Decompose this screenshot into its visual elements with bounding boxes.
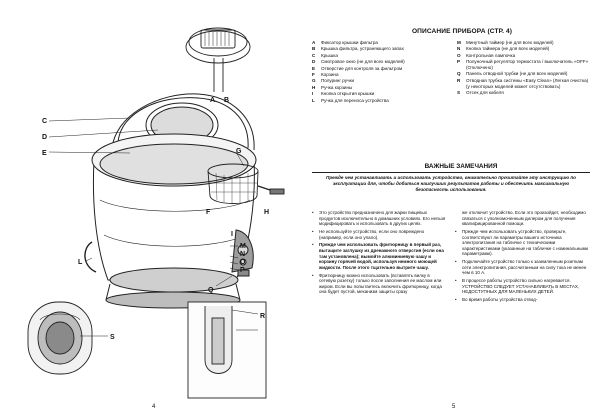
part-description: Отсек для кабеля xyxy=(466,89,504,95)
label-c: C xyxy=(42,118,48,125)
cable-detail xyxy=(28,302,92,374)
part-item xyxy=(457,78,590,90)
label-p: P xyxy=(240,267,245,274)
label-r: R xyxy=(260,313,266,320)
bullet-icon: • xyxy=(312,210,314,215)
part-letter: D xyxy=(312,59,316,65)
part-item xyxy=(312,85,457,91)
part-item xyxy=(312,91,457,97)
part-letter: O xyxy=(457,52,461,58)
label-n: N xyxy=(240,251,246,258)
bullet-text: Фритюрницу можно использовать (вставлять вилку в сетевую розетку) только после заполнения ее маслом или жиром. Если вы попытаетесь включить фритюрницу, когда она будет пустой, механизм защиты сразу xyxy=(319,272,442,295)
part-description: Контрольная лампочка xyxy=(466,52,516,58)
bullet-text: Прежде чем использовать устройство, проверьте, соответствуют ли параметры вашего источника электропитания на табличке с техническими характеристиками (указанные на табличке с номинальными параметрами). xyxy=(462,228,589,257)
notes-column-2 xyxy=(455,210,590,305)
part-description: Фиксатор крышки фильтра xyxy=(321,40,378,45)
part-description: Ручка корзины xyxy=(321,84,353,90)
part-letter: L xyxy=(312,97,315,103)
bullet-item xyxy=(455,229,590,257)
page-number-right: 5 xyxy=(452,404,456,410)
part-letter: P xyxy=(457,59,461,65)
part-description: Минутный таймер (не для всех моделей) xyxy=(466,40,554,45)
label-a: A xyxy=(210,97,216,104)
part-item xyxy=(457,46,590,52)
bullet-text: Прежде чем использовать фритюрницу в первый раз, вытащите заглушку из дренажного отверстия (если она там установлена); вымойте алюминиевую чашу и корзину горячей водой, используя немного моющей жидкости. После этого тщательно вытрите чашу. xyxy=(319,242,444,270)
part-description: Кнопка таймера (не для всех моделей) xyxy=(466,46,550,52)
bullet-icon: • xyxy=(455,259,457,265)
bullet-icon: • xyxy=(312,242,314,248)
bullet-icon: • xyxy=(455,297,457,303)
bullet-text: Во время работы устройства отвод- xyxy=(462,297,538,303)
drain-detail xyxy=(188,302,266,398)
label-i: I xyxy=(231,231,233,238)
section-title: ОПИСАНИЕ ПРИБОРА (СТР. 4) xyxy=(411,28,513,35)
part-letter: I xyxy=(312,91,314,97)
part-letter: R xyxy=(457,77,461,83)
part-item xyxy=(312,40,457,46)
part-letter: A xyxy=(312,40,316,45)
label-d: D xyxy=(42,134,48,141)
part-description: Крышка фильтра, устраняющего запах xyxy=(321,46,404,52)
part-item xyxy=(312,59,457,65)
part-letter: F xyxy=(312,71,315,77)
part-letter: G xyxy=(312,78,316,84)
bullet-icon: • xyxy=(455,228,457,234)
label-h: H xyxy=(264,209,270,216)
bullet-text: В процессе работы устройство сильно нагревается. УСТРОЙСТВО СЛЕДУЕТ УСТАНАВЛИВАТЬ В МЕСТАХ, НЕДОСТУПНЫХ ДЛЯ МАЛЕНЬКИХ ДЕТЕЙ. xyxy=(462,278,580,295)
part-description: Панель отводной трубки (не для всех моделей) xyxy=(466,71,568,77)
part-letter: H xyxy=(312,84,316,90)
part-description: Ручка для переноса устройства xyxy=(321,97,389,103)
bullet-item xyxy=(455,278,590,295)
part-letter: C xyxy=(312,52,316,58)
part-item xyxy=(457,59,590,71)
notes-column-1 xyxy=(312,210,447,297)
bullet-item xyxy=(312,273,447,295)
part-letter: Q xyxy=(457,71,461,77)
bullet-item xyxy=(312,229,447,240)
part-letter: M xyxy=(457,40,461,45)
part-item xyxy=(312,46,457,52)
label-f: F xyxy=(206,209,211,216)
label-b: B xyxy=(224,97,230,104)
part-item xyxy=(312,98,457,104)
bullet-item xyxy=(455,259,590,276)
intro-text: Прежде чем устанавливать и использовать устройство, внимательно прочитайте эту инструкцию по эксплуатации для, чтобы добиться наилучших результатов работы и обеспечить максимальную безопасность использования. xyxy=(326,175,576,192)
part-item xyxy=(312,53,457,59)
part-description: Отводная трубка системы «Easy Clean» (Легкая очистка) (у некоторых моделей может отсутствовать) xyxy=(466,77,589,89)
bullet-item xyxy=(312,210,447,227)
continued-text: же отключит устройство. Если это произойдет, необходимо связаться с уполномоченным дилером для получения квалифицированной помощи. xyxy=(462,210,586,227)
part-letter: S xyxy=(457,89,461,95)
part-item xyxy=(457,71,590,77)
part-description: Полуночный регулятор термостата / выключатель «OFF» (Отключено) xyxy=(466,59,589,70)
label-s: S xyxy=(110,334,115,341)
part-letter: B xyxy=(312,46,316,52)
notes-column-2-bullets xyxy=(455,229,590,303)
part-item xyxy=(457,53,590,59)
bullet-text: Это устройство предназначено для жарки пищевых продуктов исключительно в домашних условиях. Его нельзя модифицировать и использовать в других целях. xyxy=(319,210,446,227)
label-q: Q xyxy=(208,287,214,294)
part-description: Полуринг ручки xyxy=(321,78,355,84)
part-description: Кнопка открытия крышки xyxy=(321,91,375,97)
label-m: M xyxy=(240,243,246,250)
part-item xyxy=(457,40,590,46)
part-item xyxy=(312,66,457,72)
right-page xyxy=(305,0,595,420)
bullet-icon: • xyxy=(312,272,314,278)
part-item xyxy=(312,72,457,78)
label-g: G xyxy=(236,148,242,155)
notes-title: ВАЖНЫЕ ЗАМЕЧАНИЯ xyxy=(424,163,498,170)
bullet-text: Подключайте устройство только к заземленным розеткам сети электропитания, рассчитанным на силу тока не менее чем в 10 А. xyxy=(462,259,587,276)
filter-detail xyxy=(186,28,250,92)
part-description: Отверстие для контроля за фильтром xyxy=(321,65,403,71)
parts-list-right xyxy=(457,40,590,96)
part-description: Смотровое окно (не для всех моделей) xyxy=(321,59,405,65)
bullet-text: Не используйте устройство, если оно повреждено (например, если оно упало). xyxy=(319,228,425,240)
bullet-icon: • xyxy=(455,278,457,284)
part-description: Корзина xyxy=(321,71,339,77)
label-l: L xyxy=(78,259,83,266)
label-e: E xyxy=(42,150,47,157)
fryer-body xyxy=(85,134,256,308)
part-letter: E xyxy=(312,65,316,71)
bullet-item xyxy=(312,242,447,270)
bullet-icon: • xyxy=(312,228,314,234)
part-item xyxy=(457,90,590,96)
parts-list-left xyxy=(312,40,457,104)
part-item xyxy=(312,78,457,84)
part-description: Крышка xyxy=(321,52,338,58)
bullet-item xyxy=(455,297,590,303)
label-o: O xyxy=(240,259,246,266)
page-number-left: 4 xyxy=(152,404,156,410)
part-letter: N xyxy=(457,46,461,52)
divider xyxy=(312,172,590,173)
